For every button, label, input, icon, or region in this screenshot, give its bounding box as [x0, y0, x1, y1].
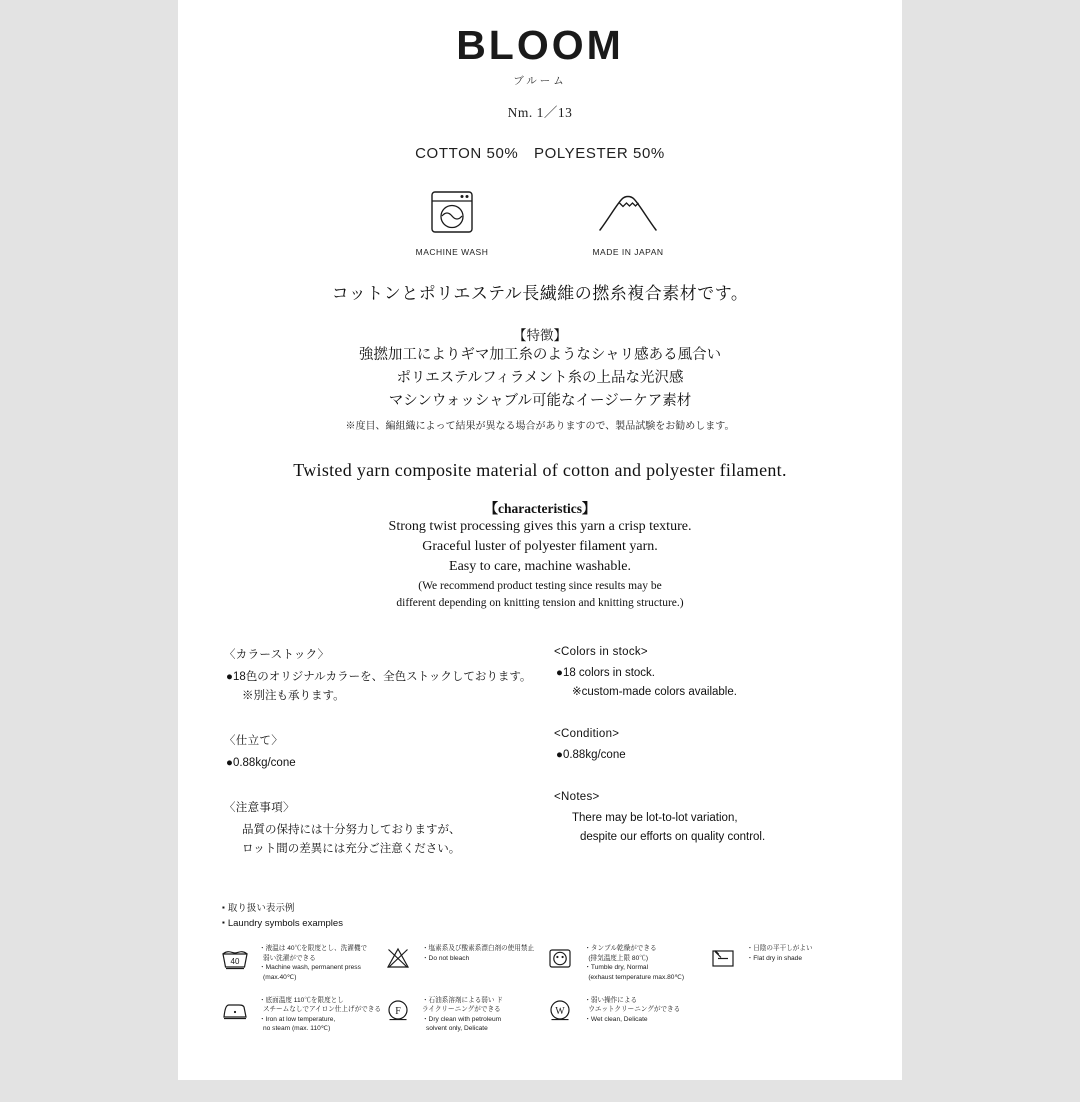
- laundry-heading-en: ▪ Laundry symbols examples: [218, 917, 868, 932]
- laundry-symbol-text: ・塩素系及び酸素系漂白剤の使用禁止 ・Do not bleach: [421, 945, 535, 962]
- spec-item: ●0.88kg/cone: [226, 757, 296, 770]
- spec-item: ※別注も承ります。: [242, 690, 345, 703]
- laundry-symbol-text: ・石油系溶剤による弱い ド ライクリーニングができる ・Dry clean with petroleum solvent only, Delicate: [421, 996, 503, 1032]
- spec-group: [554, 728, 858, 765]
- laundry-section: [218, 902, 868, 1033]
- spec-group-title: <Notes>: [554, 791, 600, 804]
- spec-group: [224, 799, 540, 859]
- icon-row: [178, 185, 902, 257]
- flat-dry-in-shade-icon: [706, 943, 740, 973]
- english-feature-line: Graceful luster of polyester filament yarn.: [422, 539, 658, 555]
- laundry-symbol: [543, 943, 705, 981]
- spec-item: ※custom-made colors available.: [572, 686, 737, 699]
- icon-caption: MACHINE WASH: [415, 247, 489, 257]
- yarn-count: Nm. 1／13: [507, 105, 573, 120]
- english-note-line: different depending on knitting tension and knitting structure.): [396, 596, 684, 609]
- spec-column-japanese: [222, 646, 540, 885]
- japanese-feature-line: ポリエステルフィラメント糸の上品な光沢感: [396, 369, 684, 386]
- spec-item: ●18色のオリジナルカラーを、全色ストックしております。: [226, 671, 532, 684]
- spec-item: There may be lot-to-lot variation,: [572, 812, 738, 825]
- laundry-symbol: [218, 995, 381, 1033]
- spec-section: [178, 646, 902, 885]
- spec-group: [554, 646, 858, 702]
- mount-fuji-icon: [568, 185, 688, 239]
- laundry-symbol: [706, 943, 868, 981]
- svg-text:40: 40: [230, 957, 240, 967]
- laundry-symbol-text: ・日陰の平干しがよい ・Flat dry in shade: [746, 945, 813, 962]
- japanese-lead: コットンとポリエステル長繊維の撚糸複合素材です。: [331, 284, 749, 303]
- japanese-heading: 【特徴】: [513, 328, 567, 343]
- do-not-bleach-icon: [381, 943, 415, 973]
- english-lead: Twisted yarn composite material of cotton and polyester filament.: [293, 459, 787, 480]
- spec-item: ●18 colors in stock.: [556, 667, 655, 680]
- japanese-feature-line: 強撚加工によりギマ加工糸のようなシャリ感ある風合い: [358, 347, 722, 363]
- svg-text:W: W: [555, 1005, 566, 1017]
- spec-group: [224, 646, 540, 706]
- page-title: BLOOM: [456, 22, 624, 68]
- spec-item: 品質の保持には十分努力しておりますが、: [242, 824, 461, 837]
- spec-group-title: 〈注意事項〉: [224, 802, 295, 815]
- icon-block-made-in-japan: [568, 185, 688, 257]
- japanese-feature-line: マシンウォッシャブル可能なイージーケア素材: [388, 392, 692, 409]
- spec-group-title: <Colors in stock>: [554, 646, 648, 659]
- english-heading: 【characteristics】: [484, 500, 596, 516]
- laundry-symbol: [381, 943, 543, 981]
- spec-item: ロット間の差異には充分ご注意ください。: [242, 842, 461, 855]
- tumble-dry-normal-icon: [543, 943, 577, 973]
- wet-clean-delicate-icon: [543, 995, 577, 1025]
- english-note-line: (We recommend product testing since results may be: [418, 579, 662, 592]
- japanese-note: ※度目、編組織によって結果が異なる場合がありますので、製品試験をお勧めします。: [345, 420, 735, 432]
- brand-kana: ブルーム: [513, 75, 567, 87]
- laundry-symbol-text: ・液温は 40℃を限度とし、洗濯機で 弱い洗濯ができる ・Machine wash, permanent press (max.40℃): [259, 945, 368, 981]
- spec-column-english: [540, 646, 858, 885]
- english-feature-line: Strong twist processing gives this yarn a crisp texture.: [388, 518, 692, 534]
- laundry-symbol-grid: [218, 943, 868, 1033]
- spec-group-title: 〈仕立て〉: [224, 735, 283, 748]
- english-feature-line: Easy to care, machine washable.: [449, 559, 631, 575]
- dry-clean-petroleum-delicate-icon: [381, 995, 415, 1025]
- laundry-symbol: [543, 995, 705, 1033]
- composition: COTTON 50% POLYESTER 50%: [415, 145, 665, 162]
- laundry-heading-jp: ▪ 取り扱い表示例: [218, 902, 868, 917]
- icon-caption: MADE IN JAPAN: [592, 247, 664, 257]
- icon-block-machine-wash: [392, 185, 512, 257]
- laundry-symbol: [381, 995, 543, 1033]
- iron-low-110-icon: [218, 995, 252, 1025]
- machine-wash-40-icon: [218, 943, 252, 973]
- spec-item: despite our efforts on quality control.: [580, 830, 766, 843]
- svg-text:F: F: [395, 1005, 401, 1017]
- laundry-symbol: [218, 943, 381, 981]
- laundry-symbol-text: ・弱い操作による ウエットクリーニングができる ・Wet clean, Delicate: [584, 996, 681, 1023]
- spec-group: [224, 732, 540, 773]
- laundry-grid-spacer: [706, 995, 868, 1033]
- spec-group: [554, 791, 858, 847]
- spec-sheet-page: [178, 0, 902, 1080]
- spec-item: ●0.88kg/cone: [556, 749, 626, 762]
- laundry-symbol-text: ・タンブル乾燥ができる (排気温度上限 80℃) ・Tumble dry, Normal (exhaust temperature max.80℃): [584, 945, 685, 981]
- machine-wash-icon: [392, 185, 512, 239]
- spec-group-title: 〈カラーストック〉: [224, 649, 330, 662]
- spec-group-title: <Condition>: [554, 728, 620, 741]
- laundry-symbol-text: ・底面温度 110℃を限度とし スチームなしでアイロン仕上げができる ・Iron at low temperature, no steam (max. 110℃): [259, 996, 381, 1032]
